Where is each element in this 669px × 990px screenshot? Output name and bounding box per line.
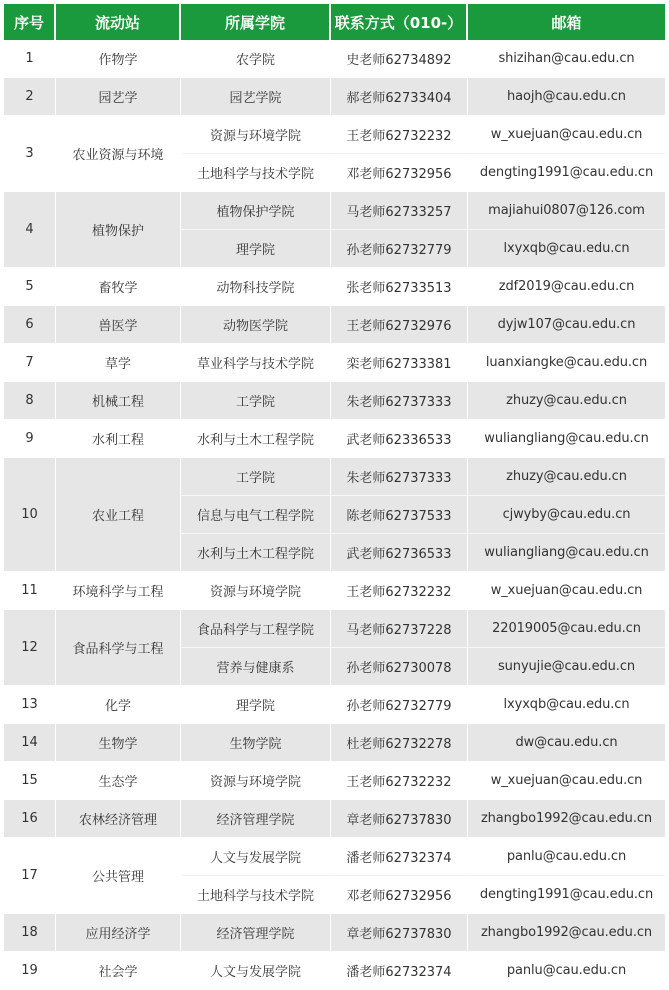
email-address: cjwyby@cau.edu.cn xyxy=(468,496,665,534)
email-address: luanxiangke@cau.edu.cn xyxy=(468,344,665,382)
contact-phone: 王老师62732232 xyxy=(331,762,468,800)
table-row xyxy=(4,914,665,952)
station-name: 园艺学 xyxy=(56,78,181,116)
contact-phone: 王老师62732232 xyxy=(331,572,468,610)
email-address: wuliangliang@cau.edu.cn xyxy=(468,534,665,572)
station-name: 公共管理 xyxy=(56,838,181,914)
email-address: majiahui0807@126.com xyxy=(468,192,665,230)
college-name: 农学院 xyxy=(181,40,331,78)
row-index: 4 xyxy=(4,192,56,268)
station-name: 社会学 xyxy=(56,952,181,990)
email-address: zdf2019@cau.edu.cn xyxy=(468,268,665,306)
contact-phone: 邓老师62732956 xyxy=(331,876,468,914)
contact-table-container xyxy=(4,4,665,990)
station-name: 农业资源与环境 xyxy=(56,116,181,192)
contact-phone: 武老师62336533 xyxy=(331,420,468,458)
college-name: 工学院 xyxy=(181,382,331,420)
contact-phone: 栾老师62733381 xyxy=(331,344,468,382)
college-name: 草业科学与技术学院 xyxy=(181,344,331,382)
college-name: 资源与环境学院 xyxy=(181,116,331,154)
contact-phone: 郝老师62733404 xyxy=(331,78,468,116)
college-name: 信息与电气工程学院 xyxy=(181,496,331,534)
row-index: 18 xyxy=(4,914,56,952)
table-row xyxy=(4,458,665,496)
table-row xyxy=(4,40,665,78)
college-name: 土地科学与技术学院 xyxy=(181,876,331,914)
college-name: 经济管理学院 xyxy=(181,800,331,838)
row-index: 7 xyxy=(4,344,56,382)
row-index: 1 xyxy=(4,40,56,78)
station-name: 农林经济管理 xyxy=(56,800,181,838)
station-name: 食品科学与工程 xyxy=(56,610,181,686)
email-address: dyjw107@cau.edu.cn xyxy=(468,306,665,344)
station-name: 兽医学 xyxy=(56,306,181,344)
email-address: panlu@cau.edu.cn xyxy=(468,838,665,876)
college-name: 食品科学与工程学院 xyxy=(181,610,331,648)
station-name: 畜牧学 xyxy=(56,268,181,306)
email-address: 22019005@cau.edu.cn xyxy=(468,610,665,648)
table-row xyxy=(4,344,665,382)
college-name: 人文与发展学院 xyxy=(181,952,331,990)
table-row xyxy=(4,952,665,990)
contact-phone: 武老师62736533 xyxy=(331,534,468,572)
header-station: 流动站 xyxy=(56,4,181,40)
college-name: 资源与环境学院 xyxy=(181,762,331,800)
email-address: haojh@cau.edu.cn xyxy=(468,78,665,116)
header-email: 邮箱 xyxy=(468,4,665,40)
college-name: 经济管理学院 xyxy=(181,914,331,952)
table-row xyxy=(4,306,665,344)
contact-phone: 章老师62737830 xyxy=(331,800,468,838)
table-row xyxy=(4,724,665,762)
email-address: w_xuejuan@cau.edu.cn xyxy=(468,572,665,610)
email-address: w_xuejuan@cau.edu.cn xyxy=(468,116,665,154)
row-index: 5 xyxy=(4,268,56,306)
email-address: w_xuejuan@cau.edu.cn xyxy=(468,762,665,800)
table-row xyxy=(4,382,665,420)
contact-phone: 孙老师62732779 xyxy=(331,230,468,268)
email-address: lxyxqb@cau.edu.cn xyxy=(468,230,665,268)
email-address: zhuzy@cau.edu.cn xyxy=(468,458,665,496)
station-name: 生物学 xyxy=(56,724,181,762)
college-name: 资源与环境学院 xyxy=(181,572,331,610)
college-name: 营养与健康系 xyxy=(181,648,331,686)
station-contact-table xyxy=(4,4,665,990)
row-index: 9 xyxy=(4,420,56,458)
email-address: dengting1991@cau.edu.cn xyxy=(468,876,665,914)
header-college: 所属学院 xyxy=(181,4,331,40)
email-address: zhangbo1992@cau.edu.cn xyxy=(468,800,665,838)
contact-phone: 孙老师62730078 xyxy=(331,648,468,686)
college-name: 人文与发展学院 xyxy=(181,838,331,876)
college-name: 水利与土木工程学院 xyxy=(181,420,331,458)
contact-phone: 潘老师62732374 xyxy=(331,838,468,876)
college-name: 工学院 xyxy=(181,458,331,496)
email-address: panlu@cau.edu.cn xyxy=(468,952,665,990)
contact-phone: 王老师62732232 xyxy=(331,116,468,154)
station-name: 机械工程 xyxy=(56,382,181,420)
table-row xyxy=(4,116,665,154)
contact-phone: 杜老师62732278 xyxy=(331,724,468,762)
college-name: 水利与土木工程学院 xyxy=(181,534,331,572)
row-index: 8 xyxy=(4,382,56,420)
email-address: zhuzy@cau.edu.cn xyxy=(468,382,665,420)
table-row xyxy=(4,192,665,230)
row-index: 10 xyxy=(4,458,56,572)
college-name: 生物学院 xyxy=(181,724,331,762)
table-row xyxy=(4,838,665,876)
station-name: 植物保护 xyxy=(56,192,181,268)
college-name: 园艺学院 xyxy=(181,78,331,116)
table-row xyxy=(4,610,665,648)
table-row xyxy=(4,686,665,724)
contact-phone: 陈老师62737533 xyxy=(331,496,468,534)
table-row xyxy=(4,420,665,458)
email-address: zhangbo1992@cau.edu.cn xyxy=(468,914,665,952)
station-name: 水利工程 xyxy=(56,420,181,458)
college-name: 理学院 xyxy=(181,686,331,724)
contact-phone: 邓老师62732956 xyxy=(331,154,468,192)
contact-phone: 张老师62733513 xyxy=(331,268,468,306)
row-index: 12 xyxy=(4,610,56,686)
station-name: 环境科学与工程 xyxy=(56,572,181,610)
row-index: 2 xyxy=(4,78,56,116)
row-index: 15 xyxy=(4,762,56,800)
contact-phone: 王老师62732976 xyxy=(331,306,468,344)
email-address: wuliangliang@cau.edu.cn xyxy=(468,420,665,458)
station-name: 生态学 xyxy=(56,762,181,800)
contact-phone: 马老师62737228 xyxy=(331,610,468,648)
table-row xyxy=(4,268,665,306)
college-name: 理学院 xyxy=(181,230,331,268)
header-contact: 联系方式（010-） xyxy=(331,4,468,40)
email-address: dw@cau.edu.cn xyxy=(468,724,665,762)
row-index: 19 xyxy=(4,952,56,990)
contact-phone: 朱老师62737333 xyxy=(331,382,468,420)
email-address: shizihan@cau.edu.cn xyxy=(468,40,665,78)
table-row xyxy=(4,762,665,800)
contact-phone: 潘老师62732374 xyxy=(331,952,468,990)
row-index: 16 xyxy=(4,800,56,838)
contact-phone: 马老师62733257 xyxy=(331,192,468,230)
contact-phone: 朱老师62737333 xyxy=(331,458,468,496)
row-index: 11 xyxy=(4,572,56,610)
college-name: 动物科技学院 xyxy=(181,268,331,306)
contact-phone: 史老师62734892 xyxy=(331,40,468,78)
station-name: 化学 xyxy=(56,686,181,724)
college-name: 动物医学院 xyxy=(181,306,331,344)
row-index: 17 xyxy=(4,838,56,914)
row-index: 13 xyxy=(4,686,56,724)
table-row xyxy=(4,572,665,610)
row-index: 14 xyxy=(4,724,56,762)
table-row xyxy=(4,800,665,838)
contact-phone: 章老师62737830 xyxy=(331,914,468,952)
college-name: 植物保护学院 xyxy=(181,192,331,230)
row-index: 6 xyxy=(4,306,56,344)
station-name: 作物学 xyxy=(56,40,181,78)
station-name: 草学 xyxy=(56,344,181,382)
email-address: sunyujie@cau.edu.cn xyxy=(468,648,665,686)
row-index: 3 xyxy=(4,116,56,192)
table-header-row xyxy=(4,4,665,40)
college-name: 土地科学与技术学院 xyxy=(181,154,331,192)
header-index: 序号 xyxy=(4,4,56,40)
email-address: dengting1991@cau.edu.cn xyxy=(468,154,665,192)
email-address: lxyxqb@cau.edu.cn xyxy=(468,686,665,724)
table-body xyxy=(4,40,665,990)
table-row xyxy=(4,78,665,116)
station-name: 农业工程 xyxy=(56,458,181,572)
station-name: 应用经济学 xyxy=(56,914,181,952)
contact-phone: 孙老师62732779 xyxy=(331,686,468,724)
